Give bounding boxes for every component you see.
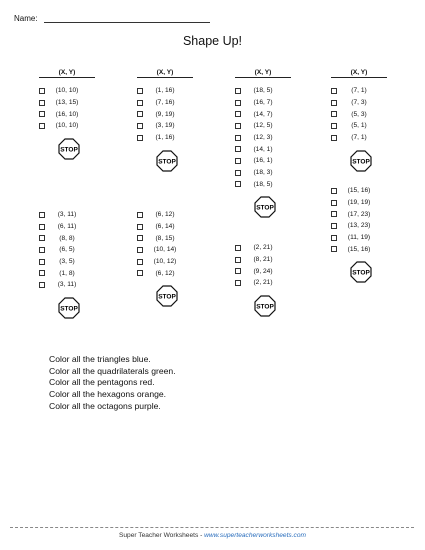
- coordinate-pair: (14, 1): [253, 145, 273, 153]
- coordinate-pair: (18, 5): [253, 180, 273, 188]
- point-row: [39, 279, 87, 291]
- coordinate-pair: (1, 8): [59, 269, 75, 277]
- point-row: [137, 256, 185, 268]
- point-group: [235, 85, 283, 190]
- stop-label: STOP: [256, 303, 274, 311]
- coordinate-pair: (7, 1): [351, 87, 367, 95]
- coordinate-pair: (18, 3): [253, 169, 273, 177]
- name-row: [14, 14, 210, 23]
- point-checkbox[interactable]: [235, 100, 241, 106]
- point-checkbox[interactable]: [235, 170, 241, 176]
- point-row: [39, 256, 87, 268]
- point-row: [39, 221, 87, 233]
- point-checkbox[interactable]: [331, 223, 337, 229]
- point-checkbox[interactable]: [137, 123, 143, 129]
- footer: [0, 532, 425, 539]
- point-checkbox[interactable]: [331, 211, 337, 217]
- point-checkbox[interactable]: [137, 88, 143, 94]
- stop-sign-icon: [254, 295, 276, 317]
- coordinate-pair: (10, 10): [55, 87, 79, 95]
- point-row: [235, 167, 283, 179]
- coordinate-pair: (2, 21): [253, 244, 273, 252]
- coordinate-pair: (5, 3): [351, 110, 367, 118]
- instruction-line: Color all the pentagons red.: [49, 377, 155, 388]
- instruction-line: Color all the triangles blue.: [49, 354, 151, 364]
- coordinate-pair: (9, 19): [155, 110, 175, 118]
- point-row: [331, 243, 379, 255]
- point-row: [137, 85, 185, 97]
- stop-sign-icon: [254, 196, 276, 218]
- coordinate-pair: (18, 5): [253, 87, 273, 95]
- point-row: [331, 97, 379, 109]
- point-checkbox[interactable]: [137, 270, 143, 276]
- point-row: [235, 155, 283, 167]
- point-checkbox[interactable]: [235, 280, 241, 286]
- point-checkbox[interactable]: [39, 111, 45, 117]
- point-checkbox[interactable]: [235, 245, 241, 251]
- coordinate-pair: (3, 5): [59, 258, 75, 266]
- point-row: [331, 120, 379, 132]
- point-row: [235, 254, 283, 266]
- point-row: [137, 97, 185, 109]
- stop-label: STOP: [352, 269, 370, 277]
- point-row: [235, 108, 283, 120]
- footer-separator: -: [198, 532, 205, 539]
- coordinate-pair: (1, 16): [155, 134, 175, 142]
- coordinate-pair: (1, 16): [155, 87, 175, 95]
- stop-sign-icon: [58, 138, 80, 160]
- stop-label: STOP: [158, 158, 176, 166]
- point-row: [331, 185, 379, 197]
- point-checkbox[interactable]: [137, 212, 143, 218]
- point-row: [39, 209, 87, 221]
- stop-sign-icon: [58, 297, 80, 319]
- column-header-underline: [331, 77, 387, 78]
- point-row: [331, 197, 379, 209]
- point-checkbox[interactable]: [235, 158, 241, 164]
- point-checkbox[interactable]: [39, 270, 45, 276]
- coordinate-pair: (6, 11): [57, 223, 77, 231]
- name-label: Name:: [14, 14, 38, 23]
- point-row: [137, 132, 185, 144]
- column-header: (X, Y): [350, 69, 368, 76]
- point-checkbox[interactable]: [235, 257, 241, 263]
- column-header: (X, Y): [254, 69, 272, 76]
- coordinate-pair: (7, 3): [351, 99, 367, 107]
- point-row: [39, 85, 87, 97]
- point-row: [331, 220, 379, 232]
- point-row: [39, 97, 87, 109]
- point-checkbox[interactable]: [235, 123, 241, 129]
- point-row: [39, 108, 87, 120]
- point-row: [137, 108, 185, 120]
- point-checkbox[interactable]: [39, 224, 45, 230]
- point-row: [235, 265, 283, 277]
- point-checkbox[interactable]: [235, 111, 241, 117]
- stop-label: STOP: [256, 204, 274, 212]
- point-checkbox[interactable]: [137, 111, 143, 117]
- point-checkbox[interactable]: [39, 100, 45, 106]
- point-checkbox[interactable]: [331, 135, 337, 141]
- point-group: [137, 85, 185, 143]
- coordinate-pair: (15, 16): [347, 245, 371, 253]
- coordinate-pair: (19, 19): [347, 199, 371, 207]
- point-row: [235, 120, 283, 132]
- point-checkbox[interactable]: [39, 212, 45, 218]
- point-row: [137, 209, 185, 221]
- point-group: [235, 242, 283, 289]
- coordinate-pair: (8, 8): [59, 234, 75, 242]
- point-checkbox[interactable]: [137, 259, 143, 265]
- point-checkbox[interactable]: [235, 268, 241, 274]
- instruction-line: Color all the octagons purple.: [49, 400, 161, 411]
- point-row: [137, 221, 185, 233]
- coordinate-pair: (9, 24): [253, 267, 273, 275]
- point-checkbox[interactable]: [331, 200, 337, 206]
- point-row: [235, 132, 283, 144]
- point-checkbox[interactable]: [137, 224, 143, 230]
- point-checkbox[interactable]: [331, 123, 337, 129]
- coordinate-pair: (7, 16): [155, 99, 175, 107]
- column-header-underline: [235, 77, 291, 78]
- coordinate-pair: (13, 15): [55, 99, 79, 107]
- coordinate-pair: (12, 3): [253, 134, 273, 142]
- footer-brand: Super Teacher Worksheets: [118, 532, 199, 539]
- column-header: (X, Y): [156, 69, 174, 76]
- point-checkbox[interactable]: [39, 259, 45, 265]
- point-checkbox[interactable]: [331, 88, 337, 94]
- point-row: [235, 85, 283, 97]
- point-checkbox[interactable]: [137, 247, 143, 253]
- coordinate-column: [39, 69, 95, 82]
- point-group: [331, 185, 379, 255]
- coordinate-pair: (2, 21): [253, 279, 273, 287]
- point-row: [235, 97, 283, 109]
- point-row: [39, 232, 87, 244]
- point-row: [235, 242, 283, 254]
- point-checkbox[interactable]: [39, 247, 45, 253]
- point-row: [331, 132, 379, 144]
- point-row: [137, 120, 185, 132]
- point-group: [39, 209, 87, 291]
- point-row: [235, 179, 283, 191]
- coordinate-pair: (6, 5): [59, 246, 75, 254]
- point-group: [331, 85, 379, 143]
- stop-sign-icon: [156, 150, 178, 172]
- footer-divider: [10, 527, 414, 528]
- point-group: [137, 209, 185, 279]
- point-row: [137, 244, 185, 256]
- stop-label: STOP: [60, 146, 78, 154]
- point-checkbox[interactable]: [235, 135, 241, 141]
- point-row: [331, 85, 379, 97]
- point-row: [39, 244, 87, 256]
- point-row: [331, 232, 379, 244]
- instruction-line: Color all the quadrilaterals green.: [49, 365, 176, 376]
- coordinate-pair: (5, 1): [351, 122, 367, 130]
- point-row: [331, 108, 379, 120]
- coordinate-pair: (3, 11): [57, 211, 77, 219]
- point-row: [137, 232, 185, 244]
- coordinate-pair: (6, 12): [155, 269, 175, 277]
- point-checkbox[interactable]: [137, 135, 143, 141]
- point-checkbox[interactable]: [39, 282, 45, 288]
- coordinate-pair: (11, 19): [347, 234, 371, 242]
- stop-label: STOP: [60, 305, 78, 313]
- coordinate-pair: (14, 7): [253, 110, 273, 118]
- point-checkbox[interactable]: [137, 100, 143, 106]
- coordinate-pair: (3, 11): [57, 281, 77, 289]
- coordinate-pair: (6, 12): [155, 211, 175, 219]
- coordinate-pair: (7, 1): [351, 134, 367, 142]
- point-checkbox[interactable]: [331, 100, 337, 106]
- coordinate-column: [235, 69, 291, 82]
- stop-label: STOP: [158, 293, 176, 301]
- coordinate-pair: (6, 14): [155, 223, 175, 231]
- coordinate-pair: (10, 14): [153, 246, 177, 254]
- coordinate-pair: (12, 5): [253, 122, 273, 130]
- instruction-line: Color all the hexagons orange.: [49, 389, 167, 400]
- worksheet-title: Shape Up!: [182, 34, 243, 48]
- point-row: [137, 267, 185, 279]
- coordinate-pair: (16, 10): [55, 110, 79, 118]
- coordinate-pair: (10, 10): [55, 122, 79, 130]
- point-checkbox[interactable]: [39, 88, 45, 94]
- point-checkbox[interactable]: [39, 123, 45, 129]
- stop-sign-icon: [350, 261, 372, 283]
- coordinate-pair: (16, 7): [253, 99, 273, 107]
- point-checkbox[interactable]: [331, 246, 337, 252]
- coordinate-pair: (17, 23): [347, 210, 371, 218]
- point-group: [39, 85, 87, 132]
- column-header: (X, Y): [58, 69, 76, 76]
- point-checkbox[interactable]: [137, 235, 143, 241]
- point-checkbox[interactable]: [331, 235, 337, 241]
- point-checkbox[interactable]: [235, 181, 241, 187]
- coordinate-column: [137, 69, 193, 82]
- point-row: [39, 267, 87, 279]
- point-checkbox[interactable]: [331, 111, 337, 117]
- footer-url[interactable]: www.superteacherworksheets.com: [204, 532, 307, 539]
- point-row: [235, 143, 283, 155]
- coordinate-pair: (16, 1): [253, 157, 273, 165]
- stop-sign-icon: [350, 150, 372, 172]
- name-input-line[interactable]: [44, 14, 210, 23]
- coordinate-pair: (13, 23): [347, 222, 371, 230]
- stop-label: STOP: [352, 158, 370, 166]
- point-checkbox[interactable]: [331, 188, 337, 194]
- point-checkbox[interactable]: [235, 88, 241, 94]
- coordinate-pair: (10, 12): [153, 258, 177, 266]
- column-header-underline: [39, 77, 95, 78]
- coordinate-column: [331, 69, 387, 82]
- coordinate-pair: (8, 15): [155, 234, 175, 242]
- point-checkbox[interactable]: [235, 146, 241, 152]
- instructions: [49, 354, 176, 413]
- coordinate-pair: (3, 19): [155, 122, 175, 130]
- column-header-underline: [137, 77, 193, 78]
- point-checkbox[interactable]: [39, 235, 45, 241]
- coordinate-pair: (8, 21): [253, 256, 273, 264]
- coordinate-pair: (15, 16): [347, 187, 371, 195]
- stop-sign-icon: [156, 285, 178, 307]
- point-row: [39, 120, 87, 132]
- point-row: [331, 208, 379, 220]
- point-row: [235, 277, 283, 289]
